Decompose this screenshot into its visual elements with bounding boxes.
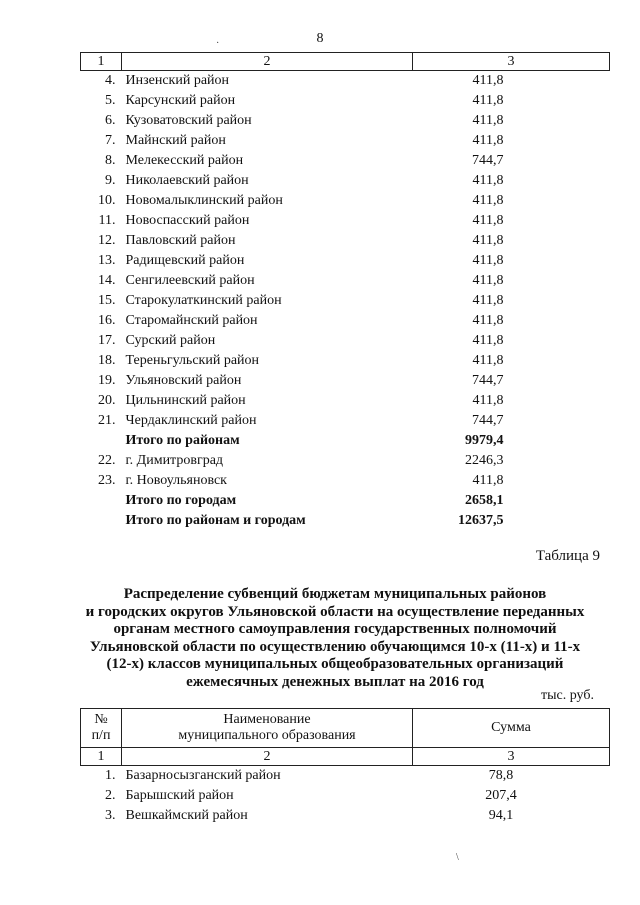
column-number-1: 1	[81, 53, 122, 71]
row-number: 8.	[105, 153, 116, 168]
row-number: 7.	[105, 133, 116, 148]
row-value: 411,8	[472, 113, 504, 128]
row-value: 411,8	[472, 333, 504, 348]
row-value: 744,7	[472, 373, 504, 388]
row-name: Новоспасский район	[125, 213, 250, 228]
column-number-row	[81, 748, 610, 766]
row-value: 207,4	[485, 788, 517, 803]
row-name: Барышский район	[125, 788, 234, 803]
row-number: 14.	[98, 273, 116, 288]
row-value: 411,8	[472, 353, 504, 368]
row-number: 23.	[98, 473, 116, 488]
table-row	[81, 231, 610, 251]
row-name: Ульяновский район	[125, 373, 242, 388]
row-name: Старомайнский район	[125, 313, 258, 328]
header-name-line1: Наименование	[223, 712, 311, 727]
row-value: 411,8	[472, 473, 504, 488]
row-value: 411,8	[472, 93, 504, 108]
row-number: 17.	[98, 333, 116, 348]
row-value: 744,7	[472, 413, 504, 428]
row-number	[81, 491, 122, 511]
scan-speck: \	[456, 852, 459, 863]
table-row	[81, 391, 610, 411]
row-name: г. Новоульяновск	[125, 473, 227, 488]
row-number: 13.	[98, 253, 116, 268]
row-value: 411,8	[472, 233, 504, 248]
table-row	[81, 351, 610, 371]
row-value: 411,8	[472, 193, 504, 208]
row-name: Кузоватовский район	[125, 113, 252, 128]
header-number-line2: п/п	[91, 728, 111, 743]
row-name: Вешкаймский район	[125, 808, 248, 823]
subvention-table	[80, 708, 610, 826]
row-number: 9.	[105, 173, 116, 188]
table-row	[81, 251, 610, 271]
table-row	[81, 91, 610, 111]
row-number: 15.	[98, 293, 116, 308]
table-row	[81, 806, 610, 826]
table-caption: Таблица 9	[535, 548, 600, 564]
row-number: 19.	[98, 373, 116, 388]
table-row	[81, 191, 610, 211]
row-number: 6.	[105, 113, 116, 128]
header-name	[122, 709, 413, 748]
row-number: 4.	[105, 73, 116, 88]
table-row	[81, 171, 610, 191]
table-row	[81, 471, 610, 491]
table-row	[81, 71, 610, 92]
table-row	[81, 291, 610, 311]
row-value: 411,8	[472, 213, 504, 228]
unit-label: тыс. руб.	[541, 688, 594, 703]
row-name: Сурский район	[125, 333, 216, 348]
row-name: Итого по районам	[125, 433, 240, 448]
column-number-2: 2	[122, 53, 413, 71]
row-name: Мелекесский район	[125, 153, 244, 168]
row-number: 3.	[105, 808, 116, 823]
row-name: Итого по районам и городам	[125, 513, 306, 528]
row-value: 411,8	[472, 273, 504, 288]
row-value: 411,8	[472, 73, 504, 88]
table-row	[81, 451, 610, 471]
column-number-3: 3	[413, 748, 610, 766]
row-number: 5.	[105, 93, 116, 108]
row-name: Николаевский район	[125, 173, 249, 188]
row-name: Инзенский район	[125, 73, 230, 88]
row-value: 744,7	[472, 153, 504, 168]
row-name: Новомалыклинский район	[125, 193, 283, 208]
row-number: 20.	[98, 393, 116, 408]
row-name: Чердаклинский район	[125, 413, 257, 428]
row-number: 18.	[98, 353, 116, 368]
row-number: 11.	[98, 213, 116, 228]
table-row	[81, 766, 610, 787]
total-row	[81, 491, 610, 511]
row-number: 10.	[98, 193, 116, 208]
row-value: 2246,3	[465, 453, 504, 468]
title-line: Ульяновской области по осуществлению обучающимся 10-х (11-х) и 11-х	[89, 638, 581, 655]
table-row	[81, 411, 610, 431]
row-name: Сенгилеевский район	[125, 273, 255, 288]
row-value: 12637,5	[458, 513, 504, 528]
total-row	[81, 431, 610, 451]
row-value: 78,8	[488, 768, 514, 783]
column-number-row	[81, 53, 610, 71]
distribution-table-continued	[80, 52, 610, 531]
table-row	[81, 371, 610, 391]
row-name: г. Димитровград	[125, 453, 224, 468]
title-line: Распределение субвенций бюджетам муниципальных районов	[123, 586, 547, 602]
table-row	[81, 271, 610, 291]
table-row	[81, 331, 610, 351]
title-line: (12-х) классов муниципальных общеобразовательных организаций	[106, 656, 564, 672]
table-header-row	[81, 709, 610, 748]
table-row	[81, 131, 610, 151]
row-number: 1.	[105, 768, 116, 783]
row-value: 411,8	[472, 253, 504, 268]
row-value: 411,8	[472, 133, 504, 148]
row-number: 2.	[105, 788, 116, 803]
row-value: 411,8	[472, 173, 504, 188]
table-row	[81, 151, 610, 171]
row-number: 16.	[98, 313, 116, 328]
column-number-1: 1	[81, 748, 122, 766]
header-sum: Сумма	[413, 709, 610, 748]
column-number-3: 3	[413, 53, 610, 71]
row-value: 411,8	[472, 293, 504, 308]
table-row	[81, 311, 610, 331]
title-line: и городских округов Ульяновской области на осуществление переданных	[85, 603, 585, 620]
row-name: Карсунский район	[125, 93, 236, 108]
row-number: 21.	[98, 413, 116, 428]
header-number	[81, 709, 122, 748]
row-number	[81, 511, 122, 531]
row-value: 411,8	[472, 313, 504, 328]
row-name: Итого по городам	[125, 493, 237, 508]
row-name: Павловский район	[125, 233, 236, 248]
column-number-2: 2	[122, 748, 413, 766]
scan-speck: ·	[216, 38, 220, 49]
row-name: Старокулаткинский район	[125, 293, 282, 308]
row-name: Базарносызганский район	[125, 768, 281, 783]
page-number: 8	[316, 31, 324, 46]
row-value: 2658,1	[465, 493, 504, 508]
row-name: Майнский район	[125, 133, 226, 148]
row-number: 12.	[98, 233, 116, 248]
table-row	[81, 111, 610, 131]
table-title	[70, 586, 600, 691]
title-line: ежемесячных денежных выплат на 2016 год	[186, 673, 484, 690]
header-number-line1: №	[94, 712, 108, 727]
row-name: Радищевский район	[125, 253, 245, 268]
table-row	[81, 786, 610, 806]
row-value: 411,8	[472, 393, 504, 408]
row-name: Цильнинский район	[125, 393, 246, 408]
row-number: 22.	[98, 453, 116, 468]
table-row	[81, 211, 610, 231]
header-name-line2: муниципального образования	[178, 728, 356, 743]
total-row	[81, 511, 610, 531]
row-value: 9979,4	[465, 433, 504, 448]
row-name: Тереньгульский район	[125, 353, 260, 368]
title-line: органам местного самоуправления государственных полномочий	[113, 621, 557, 637]
row-value: 94,1	[488, 808, 514, 823]
row-number	[81, 431, 122, 451]
